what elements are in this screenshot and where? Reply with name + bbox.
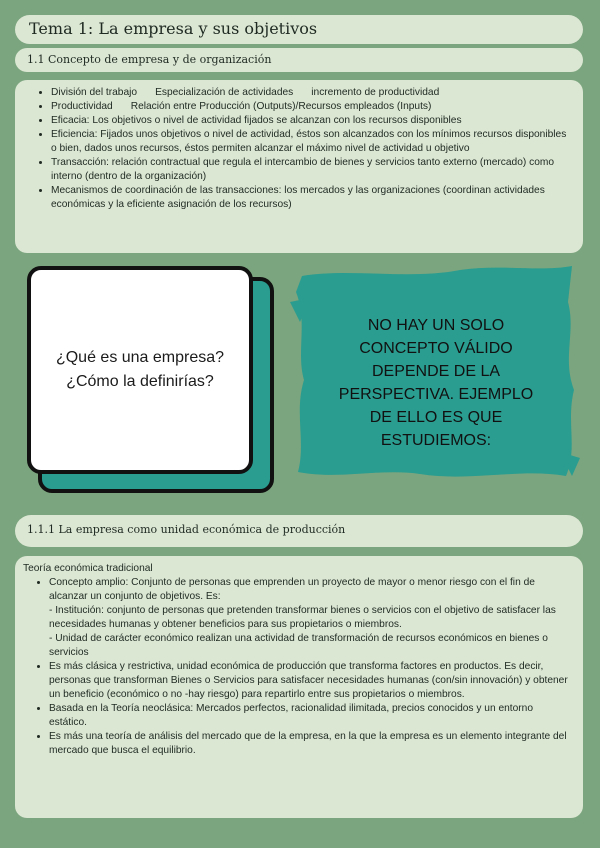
question-card (27, 266, 253, 474)
bullet-neoclasica: • Basada en la Teoría neoclásica: Mercados perfectos, racionalidad ilimitada, precios conocidos y un entorno estático. (49, 702, 571, 730)
bullet-part: incremento de productividad (311, 87, 440, 98)
section-2-bullet-list (23, 576, 571, 758)
bullet-part: Especialización de actividades (155, 87, 294, 98)
bullet-analisis-mercado: • Es más una teoría de análisis del mercado que de la empresa, en la que la empresa es un elemento integrante del mercado que busca el equilibrio. (49, 730, 571, 758)
bullet-sub-institucion: - Institución: conjunto de personas que pretenden transformar bienes o servicios con el objetivo de satisfacer las necesidades humanas y obtener beneficios para sus propietarios o miembros. (49, 605, 556, 630)
bullet-main: Concepto amplio: Conjunto de personas que emprenden un proyecto de mayor o menor riesgo con el fin de alcanzar un conjunto de objetivos. Es: (49, 577, 535, 602)
bullet-clasica: • Es más clásica y restrictiva, unidad económica de producción que transforma factores en productos. Es decir, personas que transforman Bienes o Servicios para satisfacer necesidades humanas (con/sin innovación) y obtener un beneficio (económico o no -hay riesgo) para repartirlo entre sus propietarios o miembros. (49, 660, 571, 702)
bullet-mecanismos: • Mecanismos de coordinación de las transacciones: los mercados y las organizaciones (coordinan actividades económicas y la eficiente asignación de los recursos) (51, 184, 571, 212)
perspective-banner (290, 262, 580, 484)
question-text: ¿Qué es una empresa? ¿Cómo la definirías? (55, 349, 225, 390)
bullet-part: Relación entre Producción (Outputs)/Recursos empleados (Inputs) (130, 101, 432, 112)
page-title (15, 15, 583, 44)
section-2-intro: Teoría económica tradicional (23, 563, 153, 574)
bullet-eficiencia: • Eficiencia: Fijados unos objetivos o nivel de actividad, éstos son alcanzados con los mínimos recursos disponibles o bien, dados unos recursos, éstos permiten alcanzar el máximo nivel de actividad u objetivo (51, 128, 571, 156)
bullet-eficacia: • Eficacia: Los objetivos o nivel de actividad fijados se alcanzan con los recursos disponibles (51, 114, 571, 128)
bullet-part: Productividad (51, 101, 113, 112)
banner-text: NO HAY UN SOLO CONCEPTO VÁLIDO DEPENDE DE LA PERSPECTIVA. EJEMPLO DE ELLO ES QUE ESTUDIEMOS: (338, 317, 534, 449)
section-2-heading (15, 515, 583, 547)
section-1-heading-text: 1.1 Concepto de empresa y de organización (27, 53, 272, 66)
section-2-content (15, 556, 583, 818)
bullet-productividad (51, 100, 571, 114)
page-title-text: Tema 1: La empresa y sus objetivos (29, 19, 318, 38)
section-2-heading-text: 1.1.1 La empresa como unidad económica de producción (27, 523, 346, 536)
section-1-bullet-list (25, 86, 571, 212)
bullet-division-trabajo (51, 86, 571, 100)
section-1-content (15, 80, 583, 253)
bullet-transaccion: • Transacción: relación contractual que regula el intercambio de bienes y servicios tanto externo (mercado) como interno (dentro de la organización) (51, 156, 571, 184)
section-1-heading (15, 48, 583, 72)
bullet-concepto-amplio (49, 576, 571, 660)
bullet-part: División del trabajo (51, 87, 138, 98)
bullet-sub-unidad: - Unidad de carácter económico realizan una actividad de transformación de recursos económicos en bienes o servicios (49, 633, 548, 658)
